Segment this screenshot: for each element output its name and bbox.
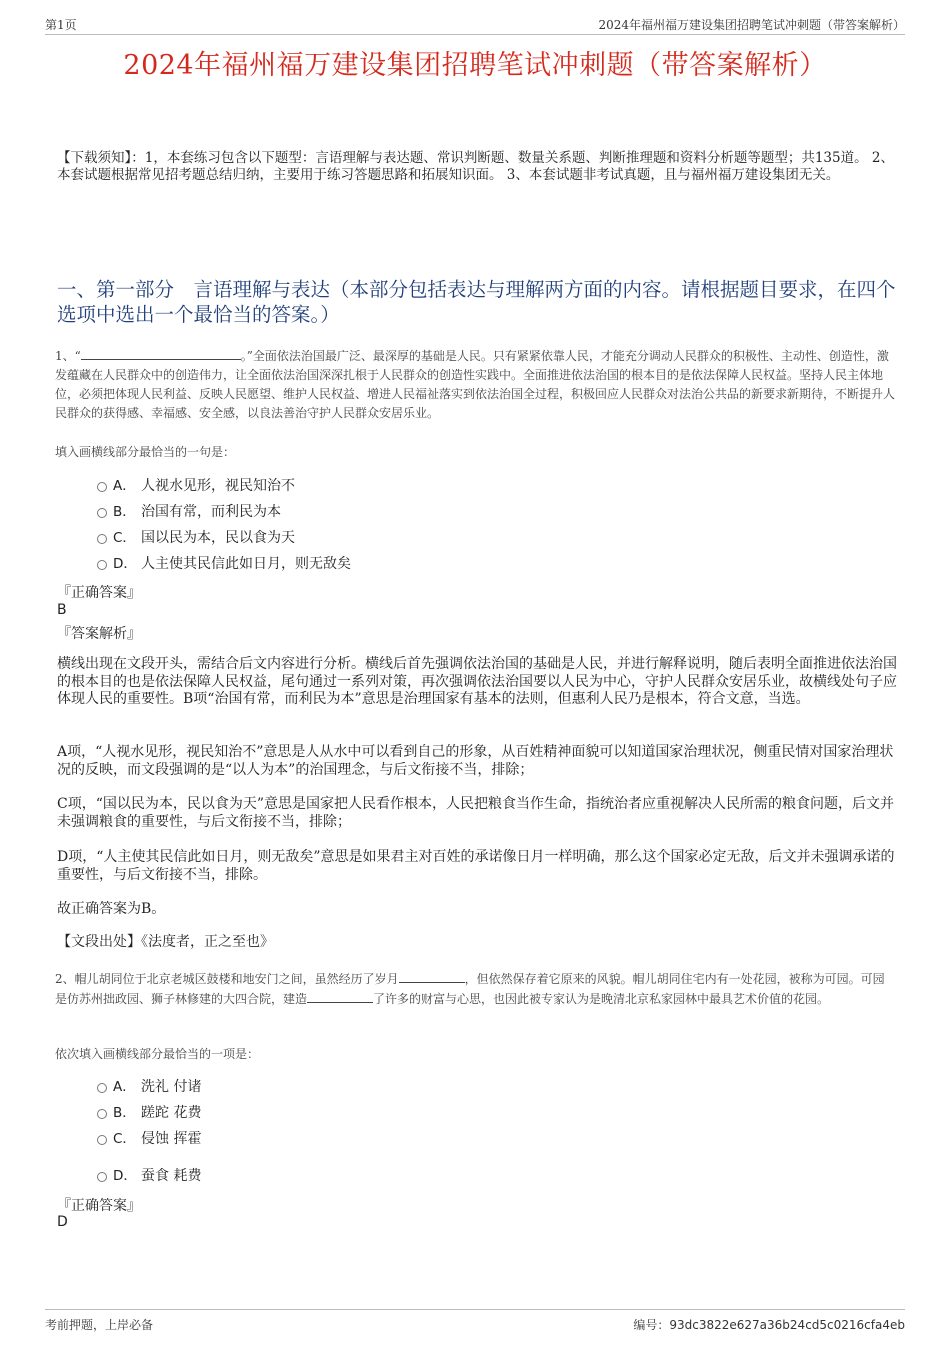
question-1-option-c[interactable]: C． 国以民为本，民以食为天 xyxy=(97,528,295,548)
question-1-option-b[interactable]: B． 治国有常，而利民为本 xyxy=(97,502,281,522)
question-2-answer: D xyxy=(57,1214,68,1230)
section-heading: 一、第一部分 言语理解与表达（本部分包括表达与理解两方面的内容。请根据题目要求，在四个选项中选出一个最恰当的答案。） xyxy=(57,278,896,326)
question-2-blank-1 xyxy=(399,969,465,983)
question-2-prompt: 依次填入画横线部分最恰当的一项是： xyxy=(55,1047,260,1061)
footer-code: 编号：93dc3822e627a36b24cd5c0216cfa4eb xyxy=(633,1318,905,1332)
radio-icon[interactable] xyxy=(97,1172,107,1182)
document-title: 2024年福州福万建设集团招聘笔试冲刺题（带答案解析） xyxy=(123,50,827,81)
question-1-answer-label: 『正确答案』 xyxy=(57,585,141,601)
question-2-option-b[interactable]: B． 蹉跎 花费 xyxy=(97,1103,201,1123)
download-notice: 【下载须知】：1，本套练习包含以下题型：言语理解与表达题、常识判断题、数量关系题、判断推理题和资料分析题等题型；共135道。 2、本套试题根据常见招考题总结归纳，主要用于练习答题思路和拓展知识面。 3、本套试题非考试真题，且与福州福万建设集团无关。 xyxy=(57,150,894,183)
question-1-answer: B xyxy=(57,602,67,618)
question-1-conclusion: 故正确答案为B。 xyxy=(57,901,166,917)
radio-icon[interactable] xyxy=(97,482,107,492)
question-1-analysis-paragraph: 横线出现在文段开头，需结合后文内容进行分析。横线后首先强调依法治国的基础是人民，并进行解释说明，随后表明全面推进依法治国的根本目的也是依法保障人民权益，尾句通过一系列对策，再次强调依法治国要以人民为中心，守护人民群众安居乐业，故横线处句子应体现人民的重要性。B项“治国有常，而利民为本”意思是治理国家有基本的法则，但惠利人民乃是根本，符合文意，当选。 xyxy=(57,656,897,707)
page-footer xyxy=(45,1309,905,1336)
page-header xyxy=(45,12,905,35)
radio-icon[interactable] xyxy=(97,1109,107,1119)
question-1-text: 。”全面依法治国最广泛、最深厚的基础是人民。只有紧紧依靠人民，才能充分调动人民群众的积极性、主动性、创造性，激发蕴藏在人民群众中的创造伟力，让全面依法治国深深扎根于人民群众的创造性实践中。全面推进依法治国的根本目的是依法保障人民权益。坚持人民主体地位，必须把体现人民利益、反映人民愿望、维护人民权益、增进人民福祉落实到依法治国全过程，积极回应人民群众对法治公共品的新要求新期待，不断提升人民群众的获得感、幸福感、安全感，以良法善治守护人民群众安居乐业。 xyxy=(55,349,896,420)
question-2-stem: 2、帽儿胡同位于北京老城区鼓楼和地安门之间，虽然经历了岁月 ，但依然保存着它原来的风貌。帽儿胡同住宅内有一处花园，被称为可园。可园是仿苏州拙政园、狮子林修建的大四合院，建造 了许多的财富与心思，也因此被专家认为是晚清北京私家园林中最具艺术价值的花园。 xyxy=(55,969,895,1009)
question-2-option-d[interactable]: D． 蚕食 耗费 xyxy=(97,1166,201,1186)
question-1-option-d[interactable]: D． 人主使其民信此如日月，则无敌矣 xyxy=(97,554,351,574)
radio-icon[interactable] xyxy=(97,560,107,570)
question-1-source: 【文段出处】《法度者，正之至也》 xyxy=(57,934,274,950)
header-doc-title: 2024年福州福万建设集团招聘笔试冲刺题（带答案解析） xyxy=(598,18,905,32)
question-2-blank-2 xyxy=(307,989,373,1003)
question-1-analysis-paragraph: C项，“国以民为本，民以食为天”意思是国家把人民看作根本，人民把粮食当作生命，指统治者应重视解决人民所需的粮食问题，后文并未强调粮食的重要性，与后文衔接不当，排除； xyxy=(57,796,895,830)
question-2-answer-label: 『正确答案』 xyxy=(57,1198,141,1214)
question-1-blank xyxy=(81,346,241,360)
question-1-stem xyxy=(55,346,895,423)
page-number: 第1页 xyxy=(45,18,77,32)
footer-slogan: 考前押题，上岸必备 xyxy=(45,1318,154,1332)
radio-icon[interactable] xyxy=(97,508,107,518)
question-1-number: 1、“ xyxy=(55,349,81,363)
radio-icon[interactable] xyxy=(97,1083,107,1093)
radio-icon[interactable] xyxy=(97,1135,107,1145)
question-1-analysis-paragraph: D项，“人主使其民信此如日月，则无敌矣”意思是如果君主对百姓的承诺像日月一样明确，那么这个国家必定无敌，后文并未强调承诺的重要性，与后文衔接不当，排除。 xyxy=(57,849,895,883)
question-1-prompt: 填入画横线部分最恰当的一句是： xyxy=(55,445,236,459)
question-1-analysis-paragraph: A项，“人视水见形，视民知治不”意思是人从水中可以看到自己的形象，从百姓精神面貌可以知道国家治理状况，侧重民情对国家治理状况的反映，而文段强调的是“以人为本”的治国理念，与后文衔接不当，排除； xyxy=(57,744,894,778)
radio-icon[interactable] xyxy=(97,534,107,544)
question-1-analysis-label: 『答案解析』 xyxy=(57,626,141,642)
question-2-option-a[interactable]: A． 洗礼 付诸 xyxy=(97,1077,201,1097)
question-2-option-c[interactable]: C． 侵蚀 挥霍 xyxy=(97,1129,201,1149)
question-1-option-a[interactable]: A． 人视水见形，视民知治不 xyxy=(97,476,295,496)
